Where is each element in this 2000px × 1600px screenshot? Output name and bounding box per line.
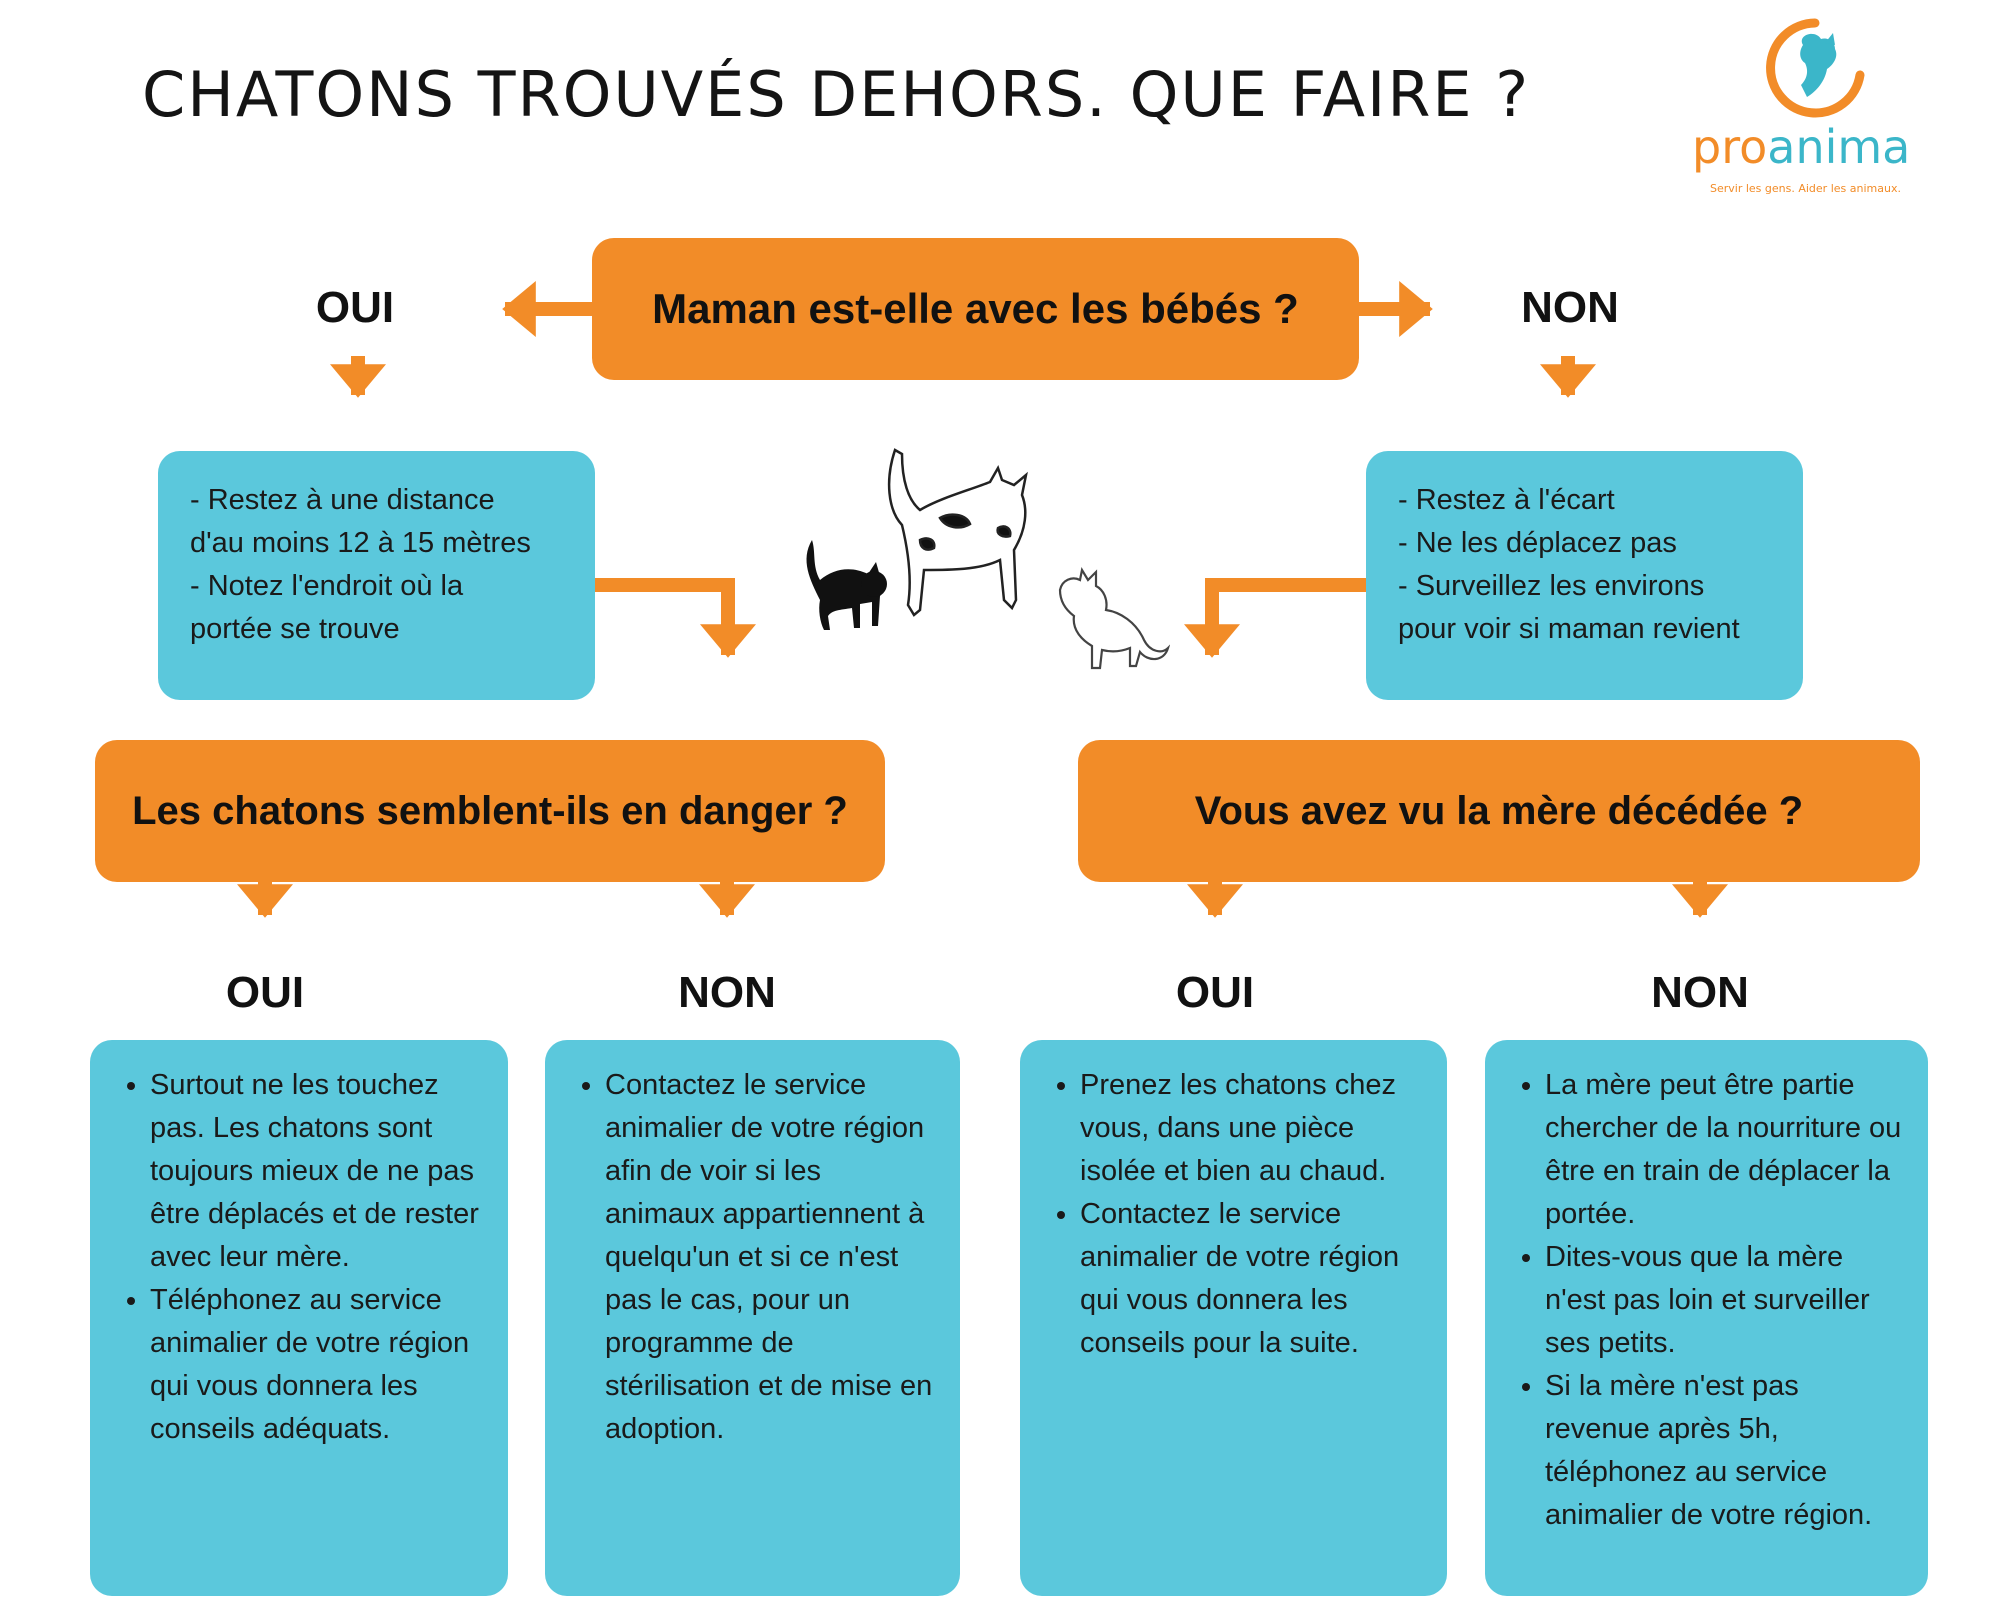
logo-word-pro: pro (1692, 120, 1768, 174)
info-line: pour voir si maman revient (1398, 613, 1740, 645)
spotted-cat-icon (889, 450, 1026, 615)
label-left-non: NON (678, 968, 776, 1017)
label-left-oui: OUI (225, 968, 305, 1017)
outcome-item: • Surtout ne les touchez pas. Les chatons sont toujours mieux de ne pas être déplacés et de rester avec leur mère. (150, 1064, 486, 1279)
outcome-item: • La mère peut être partie chercher de la nourriture ou être en train de déplacer la portée. (1545, 1064, 1906, 1236)
question-mother-present-text: Maman est-elle avec les bébés ? (652, 285, 1299, 332)
black-cat-icon (807, 540, 887, 630)
info-box-mother-present (158, 451, 595, 700)
question-mother-dead-text: Vous avez vu la mère décédée ? (1194, 788, 1804, 833)
outcome-box-dead-no (1485, 1040, 1928, 1596)
question-kittens-danger (95, 740, 885, 882)
outcome-item: • Téléphonez au service animalier de votre région qui vous donnera les conseils adéquats. (150, 1279, 486, 1451)
info-line: portée se trouve (190, 613, 400, 645)
outcome-box-dead-yes (1020, 1040, 1447, 1596)
logo-word-anima: anima (1767, 120, 1911, 174)
outcome-item: • Prenez les chatons chez vous, dans une pièce isolée et bien au chaud. (1080, 1064, 1425, 1193)
logo-tagline: Servir les gens. Aider les animaux. (1710, 182, 1901, 195)
info-line: - Ne les déplacez pas (1398, 527, 1677, 559)
info-line: - Restez à l'écart (1398, 484, 1615, 516)
cats-illustration (790, 440, 1170, 700)
question-mother-present (592, 238, 1359, 380)
question-mother-dead (1078, 740, 1920, 882)
label-right-non: NON (1651, 968, 1749, 1017)
arrow-noinfo-to-dead (1212, 585, 1366, 655)
info-box-mother-absent (1366, 451, 1803, 700)
info-line: d'au moins 12 à 15 mètres (190, 527, 531, 559)
label-right-oui: OUI (1175, 968, 1255, 1017)
arrow-yesinfo-to-danger (595, 585, 728, 655)
outcome-item: • Contactez le service animalier de votre région afin de voir si les animaux appartiennent à quelqu'un et si ce n'est pas le cas, pour un programme de stérilisation et de mise en adoption. (605, 1064, 938, 1451)
outcome-item: • Dites-vous que la mère n'est pas loin et surveiller ses petits. (1545, 1236, 1906, 1365)
info-line: - Surveillez les environs (1398, 570, 1705, 602)
question-kittens-danger-text: Les chatons semblent-ils en danger ? (132, 788, 848, 833)
outcome-item: • Si la mère n'est pas revenue après 5h, téléphonez au service animalier de votre région. (1545, 1365, 1906, 1537)
label-top-oui: OUI (315, 283, 395, 332)
white-cat-icon (1060, 570, 1168, 668)
label-top-non: NON (1521, 283, 1619, 332)
info-line: - Notez l'endroit où la (190, 570, 464, 602)
outcome-item: • Contactez le service animalier de votre région qui vous donnera les conseils pour la suite. (1080, 1193, 1425, 1365)
outcome-box-danger-yes (90, 1040, 508, 1596)
info-line: - Restez à une distance (190, 484, 495, 516)
outcome-box-danger-no (545, 1040, 960, 1596)
page-title: CHATONS TROUVÉS DEHORS. QUE FAIRE ? (142, 58, 1531, 131)
